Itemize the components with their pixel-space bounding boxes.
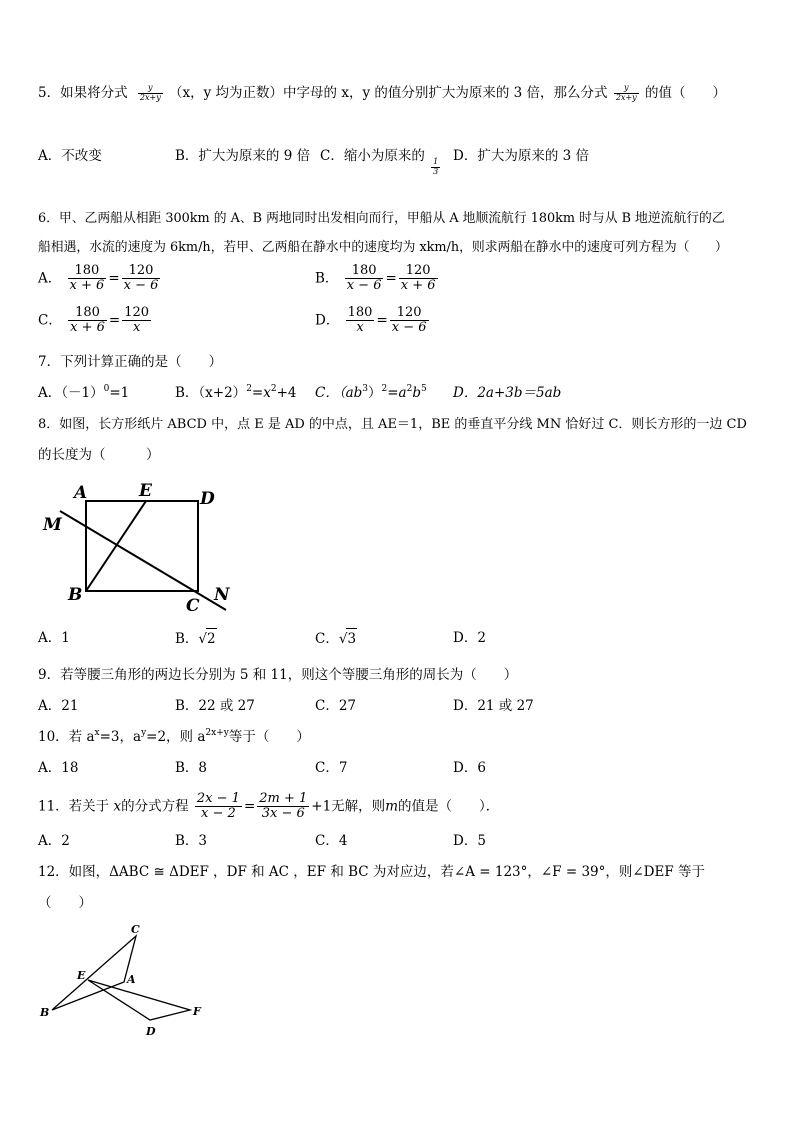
question-9-stem: 9．若等腰三角形的两边长分别为 5 和 11，则这个等腰三角形的周长为（ ）	[38, 667, 518, 683]
label-e: E	[139, 481, 152, 501]
q12-label-b: B	[40, 1006, 50, 1019]
q5-option-c[interactable]: C．缩小为原来的 $\frac{1}{3}$	[320, 148, 439, 176]
label-c: C	[186, 596, 200, 616]
fraction-y-over-2x-plus-y-2: $\frac{y}{2x+y}$	[615, 83, 637, 102]
q9-option-b[interactable]: B．22 或 27	[175, 698, 255, 714]
q8-option-c[interactable]: C．√3	[315, 628, 357, 649]
q8-option-a[interactable]: A．1	[38, 630, 70, 646]
triangle-abc	[52, 936, 136, 1010]
question-11-stem: 11．若关于 x的分式方程 $\frac{2x - 1}{x - 2}$ = $\frac{2m + 1}{3x - 6}$ +1无解，则m的值是（ ）．	[38, 791, 500, 822]
q11-option-d[interactable]: D．5	[453, 833, 486, 849]
label-n: N	[214, 585, 230, 605]
question-8-stem-line1: 8．如图，长方形纸片 ABCD 中，点 E 是 AD 的中点，且 AE＝1，BE 的垂直平分线 MN 恰好过 C．则长方形的一边 CD	[38, 417, 747, 432]
q10-option-d[interactable]: D．6	[453, 760, 486, 776]
q12-label-c: C	[131, 923, 140, 936]
triangle-def	[88, 980, 190, 1020]
q5-option-a[interactable]: A．不改变	[38, 148, 102, 164]
q11-option-b[interactable]: B．3	[175, 833, 208, 849]
question-12-stem-line1: 12．如图，ΔABC ≅ ΔDEF ，DF 和 AC ，EF 和 BC 为对应边，若∠A = 123°，∠F = 39°，则∠DEF 等于	[38, 864, 706, 880]
fraction-one-third: $\frac{1}{3}$	[433, 157, 439, 176]
q7-option-c[interactable]: C．$(ab^3)^2=a^2b^5$	[315, 384, 427, 401]
q12-label-f: F	[193, 1005, 201, 1018]
question-8-stem-line2: 的长度为（ ）	[38, 447, 160, 463]
label-a: A	[74, 483, 88, 503]
q12-label-d: D	[146, 1025, 156, 1038]
q9-option-c[interactable]: C．27	[315, 698, 357, 714]
q11-option-a[interactable]: A．2	[38, 833, 70, 849]
q7-option-a[interactable]: A．$(-1)^0=1$	[38, 384, 130, 401]
label-m: M	[43, 515, 62, 535]
q5-option-b[interactable]: B．扩大为原来的 9 倍	[175, 148, 311, 164]
fraction-y-over-2x-plus-y: $\frac{y}{2x+y}$	[139, 83, 161, 102]
q10-option-c[interactable]: C．7	[315, 760, 348, 776]
question-12-stem-line2: （ ）	[38, 895, 92, 911]
fraction-2m-1-over-3x-6: $\frac{2m + 1}{3x - 6}$	[259, 791, 308, 822]
label-b: B	[68, 585, 83, 605]
q7-option-d[interactable]: D．2a+3b＝5ab	[453, 385, 562, 401]
question-10-stem: 10．若 $a^x=3$，$a^y=2$，则 $a^{2x+y}$等于（ ）	[38, 728, 310, 745]
q10-option-a[interactable]: A．18	[38, 760, 79, 776]
q12-label-e: E	[77, 969, 86, 982]
q12-label-a: A	[127, 973, 136, 986]
question-5-stem: 5．如果将分式 $\frac{y}{2x+y}$ （x，y 均为正数）中字母的 x，y 的值分别扩大为原来的 3 倍，那么分式 $\frac{y}{2x+y}$ 的值（ ）	[38, 83, 726, 102]
fraction-2x-1-over-x-2: $\frac{2x - 1}{x - 2}$	[196, 791, 240, 822]
q9-option-a[interactable]: A．21	[38, 698, 79, 714]
q8-option-d[interactable]: D．2	[453, 630, 486, 646]
q6-option-a[interactable]: A． $\frac{180}{x + 6}$ = $\frac{120}{x - 6}$	[38, 263, 159, 294]
q9-option-d[interactable]: D．21 或 27	[453, 698, 534, 714]
question-7-stem: 7．下列计算正确的是（ ）	[38, 354, 223, 370]
q11-option-c[interactable]: C．4	[315, 833, 348, 849]
q6-option-c[interactable]: C． $\frac{180}{x + 6}$ = $\frac{120}{x}$	[38, 305, 150, 336]
q8-option-b[interactable]: B．√2	[175, 628, 217, 649]
q7-option-b[interactable]: B．$(x+2)^2=x^2+4$	[175, 384, 297, 401]
q6-option-d[interactable]: D． $\frac{180}{x}$ = $\frac{120}{x - 6}$	[315, 305, 427, 336]
q5-option-d[interactable]: D．扩大为原来的 3 倍	[453, 148, 589, 164]
question-6-stem-line2: 船相遇，水流的速度为 6km/h，若甲、乙两船在静水中的速度均为 xkm/h，则求两船在静水中的速度可列方程为（ ）	[38, 240, 728, 255]
question-6-stem-line1: 6．甲、乙两船从相距 300km 的 A、B 两地同时出发相向而行，甲船从 A 地顺流航行 180km 时与从 B 地逆流航行的乙	[38, 211, 725, 226]
q10-option-b[interactable]: B．8	[175, 760, 208, 776]
label-d: D	[200, 489, 215, 509]
q6-option-b[interactable]: B． $\frac{180}{x - 6}$ = $\frac{120}{x + 6}$	[315, 263, 436, 294]
